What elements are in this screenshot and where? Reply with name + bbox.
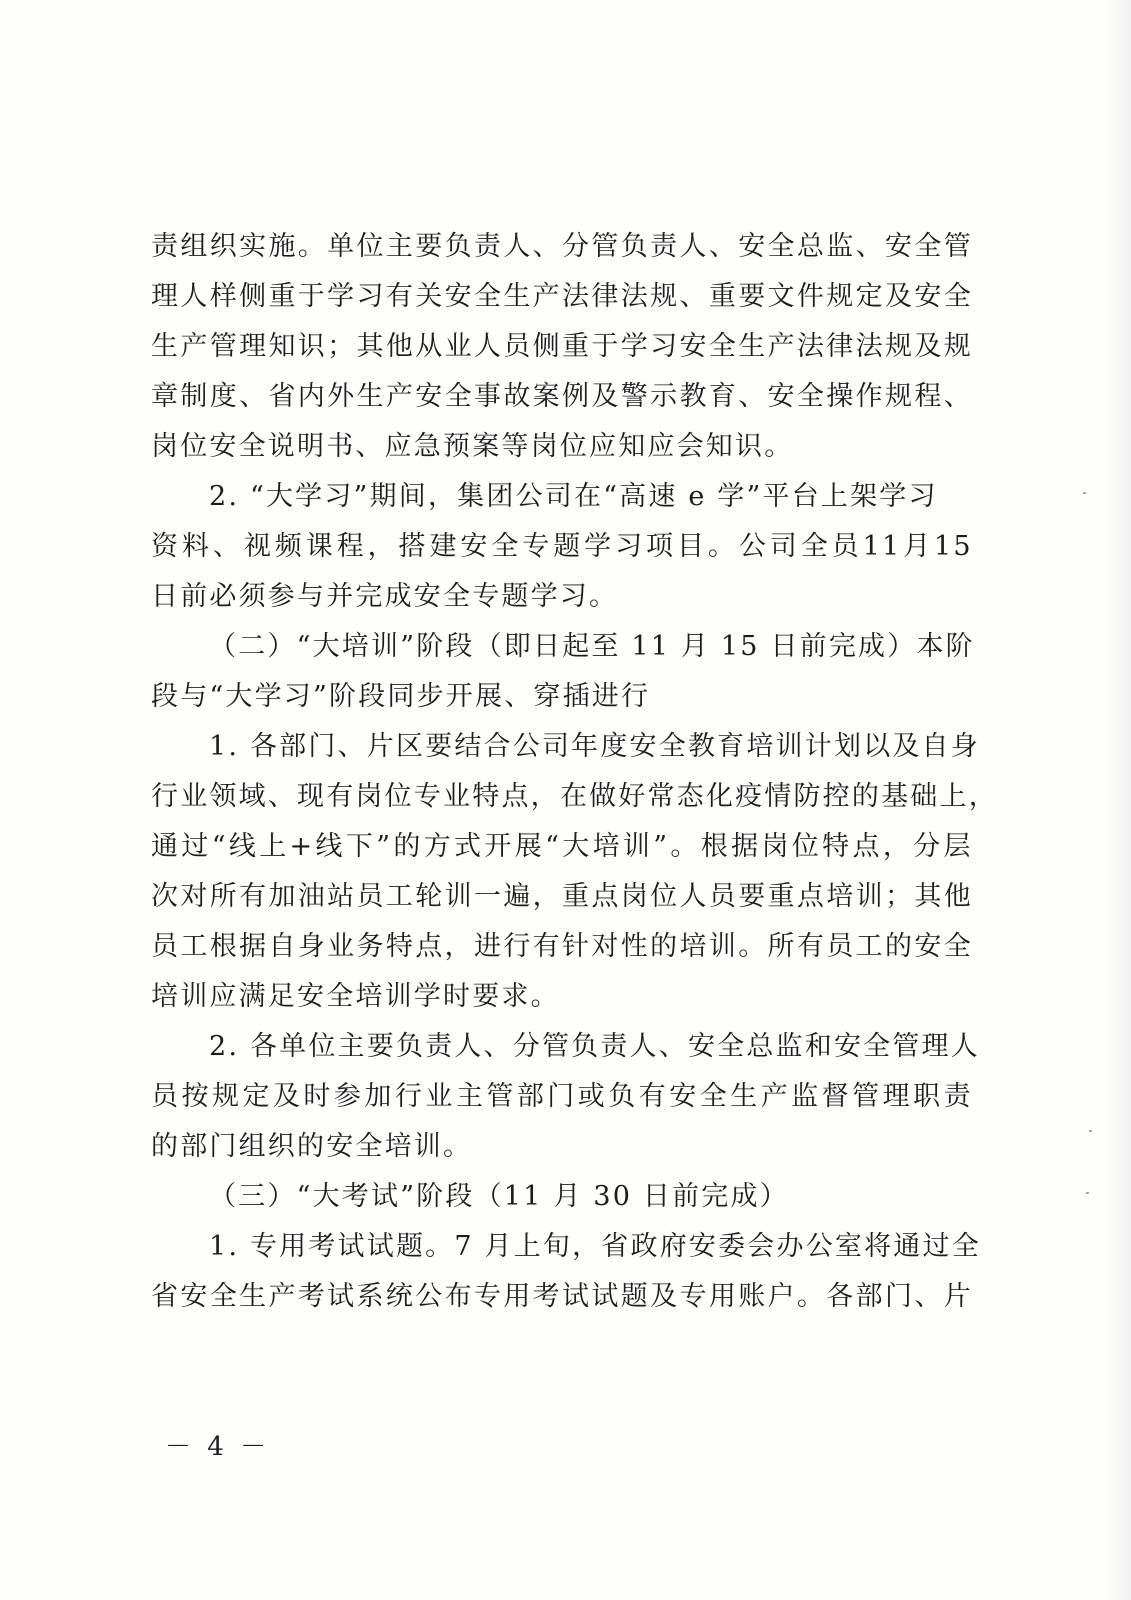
text-line-16: 培训应满足安全培训学时要求。 <box>151 981 560 1012</box>
scan-edge-shadow <box>1105 0 1131 1600</box>
text-line-14: 次 对 所 有 加 油 站 员 工 轮 训 一 遍 ， 重 点 岗 位 人 员 要 重 点 培 训 ； 其 他 <box>151 881 973 912</box>
text-line-12: 行 业 领 域 、 现 有 岗 位 专 业 特 点 ， 在 做 好 常 态 化 疫 情 防 控 的 基 础 上 ， <box>151 781 998 812</box>
section-heading-3: （三）“大考试”阶段（11 月 30 日前完成） <box>209 1181 789 1212</box>
text-line-10: 段与“大学习”阶段同步开展、穿插进行 <box>151 681 651 712</box>
text-line-11: 1. 各部门、片区要结合公司年度安全教育培训计划以及自身 <box>209 731 980 762</box>
text-line-21: 1. 专用考试试题。7 月上旬，省政府安委会办公室将通过全 <box>209 1231 981 1262</box>
scan-speck <box>1086 1192 1089 1194</box>
text-line-18: 员 按 规 定 及 时 参 加 行 业 主 管 部 门 或 负 有 安 全 生 产 监 督 管 理 职 责 <box>151 1081 973 1112</box>
text-line-19: 的部门组织的安全培训。 <box>151 1131 473 1162</box>
page-number: － 4 － <box>165 1432 271 1462</box>
text-line-2: 理 人 样 侧 重 于 学 习 有 关 安 全 生 产 法 律 法 规 、 重 要 文 件 规 定 及 安 全 <box>151 281 973 312</box>
section-heading-2: （二）“大培训”阶段（即日起至 11 月 15 日前完成）本阶 <box>209 631 975 662</box>
scan-speck <box>1083 492 1086 494</box>
text-line-1: 责 组 织 实 施 。 单 位 主 要 负 责 人 、 分 管 负 责 人 、 安 全 总 监 、 安 全 管 <box>151 231 973 262</box>
text-line-7: 资 料 、 视 频 课 程 ， 搭 建 安 全 专 题 学 习 项 目 。 公 司 全 员 11 月 15 <box>151 531 973 562</box>
text-line-17: 2. 各单位主要负责人、分管负责人、安全总监和安全管理人 <box>209 1031 980 1062</box>
text-line-6: 2. “大学习”期间，集团公司在“高速 e 学”平台上架学习 <box>209 481 938 512</box>
text-line-4: 章 制 度 、 省 内 外 生 产 安 全 事 故 案 例 及 警 示 教 育 、 安 全 操 作 规 程 、 <box>151 381 973 412</box>
text-line-5: 岗位安全说明书、应急预案等岗位应知应会知识。 <box>151 431 794 462</box>
scan-speck <box>1089 1130 1092 1132</box>
body-text <box>151 222 998 1322</box>
text-line-3: 生 产 管 理 知 识 ； 其 他 从 业 人 员 侧 重 于 学 习 安 全 生 产 法 律 法 规 及 规 <box>151 331 973 362</box>
text-line-8: 日前必须参与并完成安全专题学习。 <box>151 581 619 612</box>
text-line-15: 员 工 根 据 自 身 业 务 特 点 ， 进 行 有 针 对 性 的 培 训 。 所 有 员 工 的 安 全 <box>151 931 973 962</box>
text-line-13: 通 过 “ 线 上 + 线 下 ” 的 方 式 开 展 “ 大 培 训 ” 。 根 据 岗 位 特 点 ， 分 层 <box>151 831 973 862</box>
text-line-22: 省 安 全 生 产 考 试 系 统 公 布 专 用 考 试 试 题 及 专 用 账 户 。 各 部 门 、 片 <box>151 1281 973 1312</box>
